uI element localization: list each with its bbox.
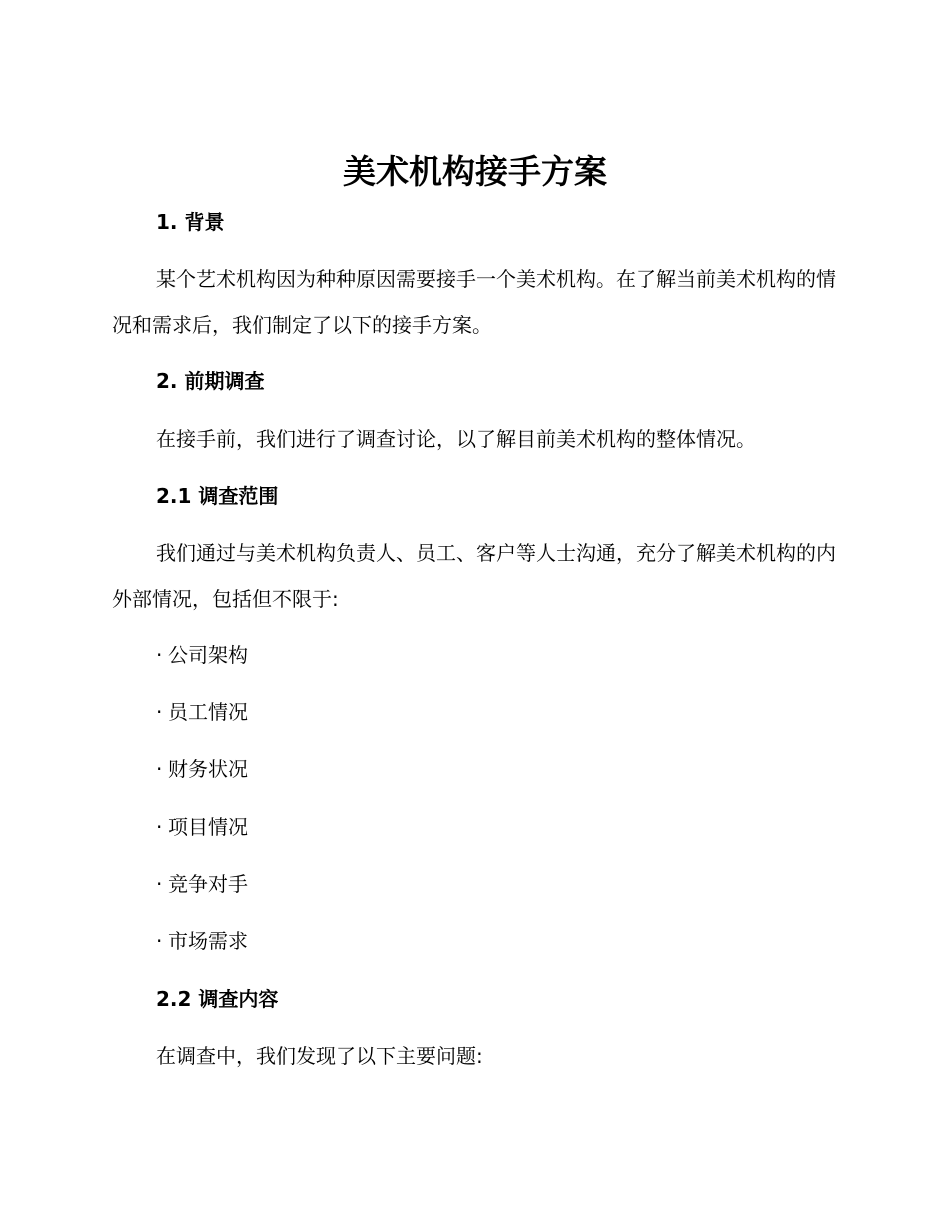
section-heading-background: 1. 背景: [156, 210, 225, 234]
bullet-dot: ·: [156, 757, 163, 781]
list-item-text: 财务状况: [168, 757, 248, 781]
list-item: [156, 755, 248, 783]
section-heading-content: 2.2 调查内容: [156, 987, 279, 1011]
list-item-text: 竞争对手: [168, 872, 248, 896]
bullet-dot: ·: [156, 929, 163, 953]
document-title: 美术机构接手方案: [343, 152, 607, 191]
paragraph-preliminary: 在接手前，我们进行了调查讨论，以了解目前美术机构的整体情况。: [156, 427, 756, 451]
paragraph-scope: 我们通过与美术机构负责人、员工、客户等人士沟通，充分了解美术机构的内外部情况，包括但不限于:: [112, 541, 836, 611]
list-item: [156, 927, 248, 955]
list-item-text: 市场需求: [168, 929, 248, 953]
list-item: [156, 813, 248, 841]
list-item: [156, 870, 248, 898]
bullet-dot: ·: [156, 872, 163, 896]
list-item: [156, 641, 248, 669]
list-item-text: 公司架构: [168, 643, 248, 667]
paragraph-background: 某个艺术机构因为种种原因需要接手一个美术机构。在了解当前美术机构的情况和需求后，我们制定了以下的接手方案。: [112, 267, 836, 337]
list-item-text: 员工情况: [168, 700, 248, 724]
list-item-text: 项目情况: [168, 815, 248, 839]
bullet-dot: ·: [156, 643, 163, 667]
section-heading-preliminary: 2. 前期调查: [156, 369, 265, 393]
bullet-dot: ·: [156, 815, 163, 839]
paragraph-content: 在调查中，我们发现了以下主要问题:: [156, 1044, 483, 1068]
section-heading-scope: 2.1 调查范围: [156, 484, 279, 508]
list-item: [156, 698, 248, 726]
bullet-dot: ·: [156, 700, 163, 724]
